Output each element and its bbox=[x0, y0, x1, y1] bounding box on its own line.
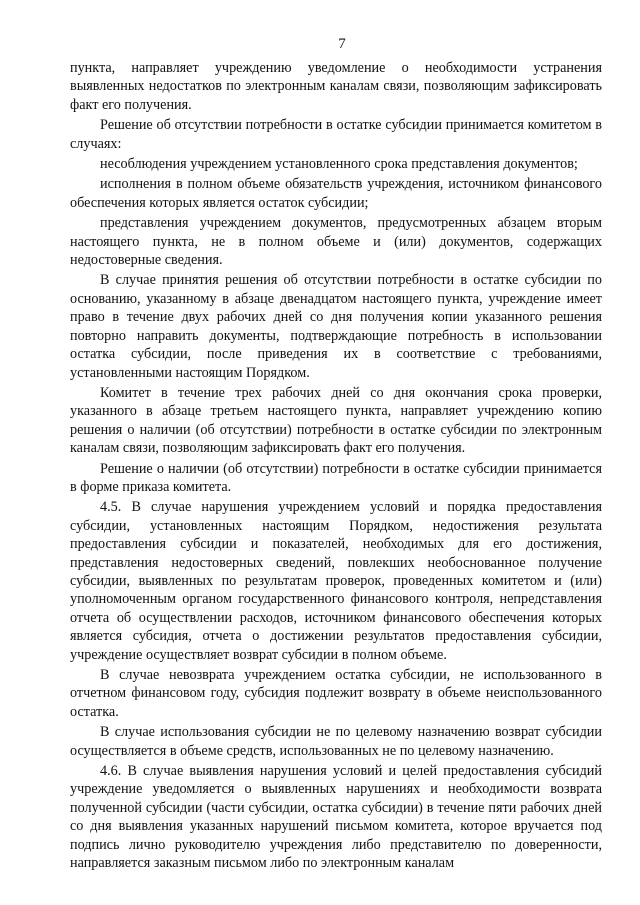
section-4-5-paragraph: 4.5. В случае нарушения учреждением условий и порядка предоставления субсидии, установленных настоящим Порядком, недостижения результата предоставления субсидии и показателей, необходимых для его достижения, представления недостоверных сведений, повлекших необоснованное получение субсидии, выявленных по результатам проверок, проведенных комитетом и (или) уполномоченным органом государственного финансового контроля, непредставления отчета об осуществлении расходов, источником финансового обеспечения которых является субсидия, отчета о достижении результатов предоставления субсидии, учреждение осуществляет возврат субсидии в полном объеме. bbox=[70, 499, 602, 663]
paragraph: В случае невозврата учреждением остатка субсидии, не использованного в отчетном финансовом году, субсидия подлежит возврату в объеме неиспользованного остатка. bbox=[70, 667, 602, 720]
paragraph: В случае принятия решения об отсутствии потребности в остатке субсидии по основанию, указанному в абзаце двенадцатом настоящего пункта, учреждение имеет право в течение двух рабочих дней со дня получения копии указанного решения повторно направить документы, подтверждающие потребность в использовании остатка субсидии, после приведения их в соответствие с требованиями, установленными настоящим Порядком. bbox=[70, 272, 602, 381]
section-4-6-paragraph: 4.6. В случае выявления нарушения условий и целей предоставления субсидий учреждение уведомляется о выявленных нарушениях и необходимости возврата полученной субсидии (части субсидии, остатка субсидии) в течение пяти рабочих дней со дня выявления указанных нарушений письмом комитета, которое вручается под подпись лично руководителю учреждения либо представителю по доверенности, направляется заказным письмом либо по электронным каналам bbox=[70, 763, 602, 872]
list-item: представления учреждением документов, предусмотренных абзацем вторым настоящего пункта, не в полном объеме и (или) документов, содержащих недостоверные сведения. bbox=[70, 215, 602, 269]
paragraph: пункта, направляет учреждению уведомление о необходимости устранения выявленных недостатков по электронным каналам связи, позволяющим зафиксировать факт его получения. bbox=[70, 60, 602, 113]
paragraph: Решение об отсутствии потребности в остатке субсидии принимается комитетом в случаях: bbox=[70, 117, 602, 152]
paragraph: Решение о наличии (об отсутствии) потребности в остатке субсидии принимается в форме приказа комитета. bbox=[70, 460, 602, 495]
paragraph: В случае использования субсидии не по целевому назначению возврат субсидии осуществляется в объеме средств, использованных не по целевому назначению. bbox=[70, 724, 602, 759]
list-item: несоблюдения учреждением установленного срока представления документов; bbox=[100, 156, 578, 173]
page-number: 7 bbox=[338, 36, 346, 52]
paragraph: Комитет в течение трех рабочих дней со дня окончания срока проверки, указанного в абзаце третьем настоящего пункта, направляет учреждению копию решения о наличии (об отсутствии) потребности в остатке субсидии по электронным каналам связи, позволяющим зафиксировать факт его получения. bbox=[70, 384, 602, 457]
list-item: исполнения в полном объеме обязательств учреждения, источником финансового обеспечения которых является остаток субсидии; bbox=[70, 176, 602, 211]
document-body bbox=[70, 59, 602, 872]
